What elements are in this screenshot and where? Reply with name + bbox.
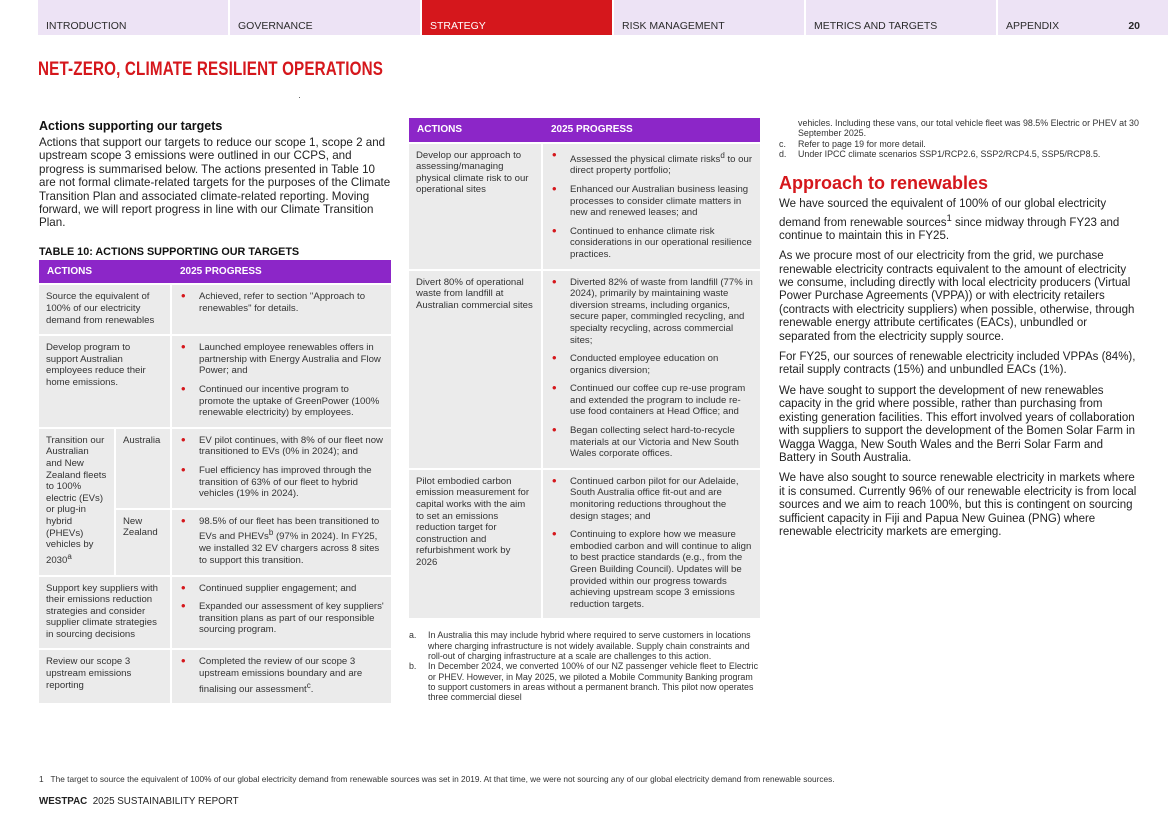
header-progress: 2025 PROGRESS xyxy=(543,118,760,142)
renewables-paragraph: We have also sought to source renewable electricity in markets where it is consumed. Currently 96% of our renewable electricity is from local sources and we aim to reach 100%, but this is contingent on sourcing sufficient capacity in Fiji and Papua New Guinea (PNG) where renewable electricity markets are emerging. xyxy=(779,472,1137,538)
table-row xyxy=(409,144,760,269)
progress-cell xyxy=(172,429,391,508)
page-footer xyxy=(39,796,239,807)
footnote-text: In December 2024, we converted 100% of our NZ passenger vehicle fleet to Electric or PHEV. However, in May 2025, we piloted a Mobile Community Banking program to support customers in areas without a permanent branch. This pilot now operates three commercial diesel xyxy=(428,661,759,703)
progress-item: • Continuing to explore how we measure embodied carbon and will continue to align to best practice standards (e.g., from the Green Building Council). Updates will be provided within our progress towards achieving upstream scope 3 emissions reduction targets. xyxy=(550,529,753,610)
footnote-ref: a xyxy=(67,551,72,561)
tab-appendix[interactable] xyxy=(998,0,1168,35)
footnote-text: The target to source the equivalent of 100% of our global electricity demand from renewable sources was set in 2019. At that time, we were not sourcing any of our global electricity demand from renewable sources. xyxy=(50,774,835,784)
tab-metrics-and-targets[interactable] xyxy=(806,0,996,35)
footnote-d xyxy=(779,149,1141,159)
progress-text: to our direct property portfolio; xyxy=(570,153,753,177)
progress-item xyxy=(179,656,384,695)
renewables-paragraph: For FY25, our sources of renewable electricity included VPPAs (84%), retail supply contracts (15%) and unbundled EACs (1%). xyxy=(779,351,1136,377)
footnote-indent xyxy=(779,118,798,139)
right-column xyxy=(779,118,1141,539)
table-row xyxy=(39,336,391,427)
footnote-c xyxy=(779,139,1141,149)
footnote-ref: 1 xyxy=(946,212,952,224)
region-cell: Australia xyxy=(116,429,172,508)
progress-item: • Expanded our assessment of key suppliers' transition plans as part of our responsible sourcing program. xyxy=(179,601,384,636)
action-cell: Review our scope 3 upstream emissions reporting xyxy=(39,650,172,703)
footnote-ref: c xyxy=(306,680,311,690)
progress-item: • Continued carbon pilot for our Adelaide, South Australia office fit-out and are monitoring reductions throughout the design stages; and xyxy=(550,476,753,522)
footnote-text: Under IPCC climate scenarios SSP1/RCP2.6, SSP2/RCP4.5, SSP5/RCP8.5. xyxy=(798,148,1101,159)
progress-item: • Continued our incentive program to promote the uptake of GreenPower (100% renewable electricity) by employees. xyxy=(179,384,384,419)
action-cell: Pilot embodied carbon emission measurement for capital works with the aim to set an emissions reduction target for construction and refurbishment work by 2026 xyxy=(409,470,543,619)
paragraph-text: since midway through FY23 and continue to maintain this in FY25. xyxy=(779,216,1120,242)
footnote-marker: b. xyxy=(409,661,417,672)
progress-text: Completed the review of our scope 3 upstream emissions boundary and are finalising our assessment xyxy=(199,656,363,695)
progress-item: • Continued supplier engagement; and xyxy=(179,583,384,595)
actions-table-right xyxy=(409,116,760,620)
region-cell: New Zealand xyxy=(116,510,172,575)
page-title: NET-ZERO, CLIMATE RESILIENT OPERATIONS xyxy=(38,58,384,80)
progress-cell xyxy=(172,285,391,334)
progress-cell xyxy=(172,577,391,649)
progress-text: . xyxy=(310,683,314,695)
tab-governance[interactable] xyxy=(230,0,420,35)
progress-item: • Achieved, refer to section "Approach to renewables" for details. xyxy=(179,291,384,314)
progress-item xyxy=(550,150,753,177)
action-text: Transition our Australian and New Zealand fleets to 100% electric (EVs) or plug-in hybrid (PHEVs) vehicles by 2030 xyxy=(46,434,107,566)
progress-item: • Began collecting select hard-to-recycle materials at our Victoria and New South Wales corporate offices. xyxy=(550,425,753,460)
left-column xyxy=(39,119,391,705)
table-header-row xyxy=(409,118,760,142)
renewables-paragraph: We have sought to support the development of new renewables capacity in the grid where possible, rather than purchasing from existing generation facilities. This effort involved years of collaboration with suppliers to support the development of the Bomen Solar Farm in Wagga Wagga, New South Wales and the Berri Solar Farm and Battery in South Australia. xyxy=(779,384,1136,464)
footnote-b xyxy=(409,661,760,702)
table-caption: TABLE 10: ACTIONS SUPPORTING OUR TARGETS xyxy=(39,245,300,258)
progress-cell xyxy=(543,271,760,468)
progress-item: • Enhanced our Australian business leasing processes to consider climate matters in new and renewed leases; and xyxy=(550,184,753,219)
footnote-text: In Australia this may include hybrid where required to serve customers in locations where charging infrastructure is not widely available. Supply chain constraints and roll-out of charging infrastructure at a scale are challenges to this action. xyxy=(428,630,751,661)
footnote-marker: 1 xyxy=(39,774,44,784)
progress-item: • Diverted 82% of waste from landfill (77% in 2024), primarily by maintaining waste diversion streams, including organics, secure paper, commingled recycling, and specialty recycling, across commercial sites; xyxy=(550,277,753,347)
tab-label: METRICS AND TARGETS xyxy=(814,20,938,32)
table-footnotes xyxy=(409,630,760,702)
action-cell xyxy=(39,429,116,575)
footnote-a xyxy=(409,630,760,661)
progress-cell xyxy=(543,144,760,269)
action-cell: Support key suppliers with their emissions reduction strategies and consider supplier climate strategies in sourcing decisions xyxy=(39,577,172,649)
tab-label: APPENDIX xyxy=(1006,20,1060,32)
header-progress: 2025 PROGRESS xyxy=(172,260,391,284)
progress-cell xyxy=(172,336,391,427)
progress-item: • Continued our coffee cup re-use program and extended the program to include re-use food containers at Head Office; and xyxy=(550,383,753,418)
footnote-marker: a. xyxy=(409,630,417,641)
footer-brand: WESTPAC xyxy=(39,796,88,807)
tab-risk-management[interactable] xyxy=(614,0,804,35)
progress-item xyxy=(179,516,384,567)
tab-label: RISK MANAGEMENT xyxy=(622,20,725,32)
progress-item: • Continued to enhance climate risk considerations in our operational resilience practices. xyxy=(550,226,753,261)
action-cell: Develop our approach to assessing/managing physical climate risk to our operational sites xyxy=(409,144,543,269)
progress-text: (97% in 2024). In FY25, we installed 32 EV chargers across 8 sites to support this transition. xyxy=(199,531,380,566)
header-actions: ACTIONS xyxy=(409,118,543,142)
progress-cell xyxy=(543,470,760,619)
footnote-marker: d. xyxy=(779,148,787,159)
footnote-marker: c. xyxy=(779,138,786,149)
top-navigation xyxy=(38,0,1168,35)
footnote-b-continued xyxy=(779,118,1141,139)
tab-label: GOVERNANCE xyxy=(238,20,313,32)
footnote-text: Refer to page 19 for more detail. xyxy=(798,138,926,149)
progress-item: • Conducted employee education on organics diversion; xyxy=(550,353,753,376)
tab-label: INTRODUCTION xyxy=(46,20,127,32)
section-heading: Actions supporting our targets xyxy=(39,119,223,133)
table-row xyxy=(409,271,760,468)
progress-text: Assessed the physical climate risks xyxy=(570,153,721,165)
table-row xyxy=(409,470,760,619)
table-row xyxy=(39,285,391,334)
renewables-paragraph: As we procure most of our electricity from the grid, we purchase renewable electricity contracts equivalent to the amount of electricity we consume, including directly with local electricity producers (Virtual Power Purchase Agreements (VPPA)) or with electricity retailers (contracts with electricity suppliers) when possible, otherwise, through renewable energy attribute certificates (EACs), unbundled or separated from the electricity supply source. xyxy=(779,250,1135,343)
footnotes-continued xyxy=(779,118,1141,159)
progress-cell xyxy=(172,650,391,703)
footnote-ref: b xyxy=(268,528,274,538)
actions-table-left xyxy=(39,258,391,706)
tab-label: STRATEGY xyxy=(430,20,486,32)
progress-cell xyxy=(172,510,391,575)
tab-strategy[interactable] xyxy=(422,0,612,35)
footer-report: 2025 SUSTAINABILITY REPORT xyxy=(92,796,239,807)
middle-column xyxy=(409,116,760,702)
stray-dot xyxy=(299,97,300,98)
progress-item: • Launched employee renewables offers in partnership with Energy Australia and Flow Power; and xyxy=(179,342,384,377)
renewables-paragraph xyxy=(779,198,1141,243)
table-row xyxy=(39,650,391,703)
table-row xyxy=(39,429,391,508)
action-cell: Divert 80% of operational waste from landfill at Australian commercial sites xyxy=(409,271,543,468)
footnote-text: vehicles. Including these vans, our total vehicle fleet was 98.5% Electric or PHEV at 30 September 2025. xyxy=(798,118,1139,139)
progress-item: • Fuel efficiency has improved through the transition of 63% of our fleet to hybrid vehicles (19% in 2024). xyxy=(179,465,384,500)
tab-introduction[interactable] xyxy=(38,0,228,35)
page-footnote xyxy=(39,774,835,784)
progress-item: • EV pilot continues, with 8% of our fleet now transitioned to EVs (0% in 2024); and xyxy=(179,435,384,458)
header-actions: ACTIONS xyxy=(39,260,172,284)
page-number: 20 xyxy=(1128,20,1140,32)
action-cell: Source the equivalent of 100% of our electricity demand from renewables xyxy=(39,285,172,334)
intro-paragraph: Actions that support our targets to reduce our scope 1, scope 2 and upstream scope 3 emissions were outlined in our CCPS, and progress is summarised below. The actions presented in Table 10 are not formal climate-related targets for the purposes of the Climate Transition Plan and associated climate-related reporting. Moving forward, we will report progress in line with our Climate Transition Plan. xyxy=(39,136,391,230)
table-row xyxy=(39,577,391,649)
renewables-heading: Approach to renewables xyxy=(779,173,989,194)
paragraph-text: We have sourced the equivalent of 100% of our global electricity demand from renewable sources xyxy=(779,198,1107,229)
action-cell: Develop program to support Australian employees reduce their home emissions. xyxy=(39,336,172,427)
table-header-row xyxy=(39,260,391,284)
progress-text: 98.5% of our fleet has been transitioned to EVs and PHEVs xyxy=(199,515,380,543)
footnote-ref: d xyxy=(720,150,725,160)
